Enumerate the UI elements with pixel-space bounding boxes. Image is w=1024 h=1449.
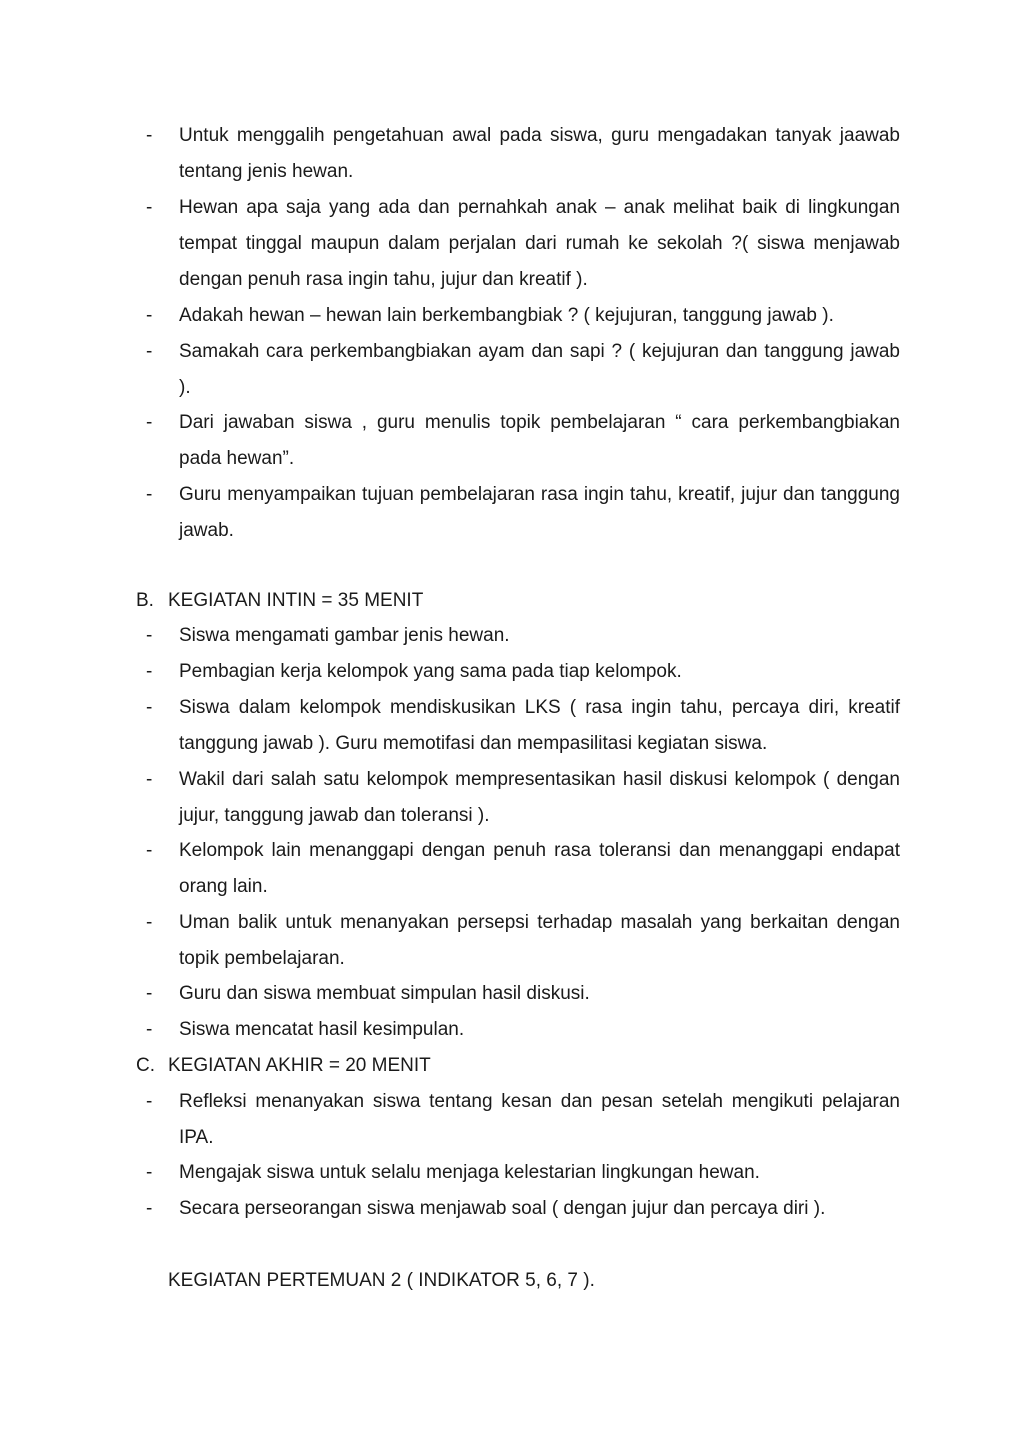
section-letter: C.	[136, 1055, 155, 1076]
list-item-text: Kelompok lain menanggapi dengan penuh rasa toleransi dan menanggapi endapat orang lain.	[179, 840, 900, 897]
list-item-text: Samakah cara perkembangbiakan ayam dan sapi ? ( kejujuran dan tanggung jawab ).	[179, 341, 900, 398]
bullet-dash: -	[146, 769, 153, 790]
list-item	[140, 654, 900, 690]
list-item-text: Secara perseorangan siswa menjawab soal ( dengan jujur dan percaya diri ).	[179, 1198, 826, 1219]
list-item-text: Siswa mengamati gambar jenis hewan.	[179, 625, 510, 646]
list-item	[140, 1191, 900, 1227]
section-title: KEGIATAN INTIN = 35 MENIT	[168, 590, 424, 611]
bullet-dash: -	[146, 341, 153, 362]
list-item	[140, 690, 900, 762]
bullet-dash: -	[146, 305, 153, 326]
list-item-text: Pembagian kerja kelompok yang sama pada tiap kelompok.	[179, 661, 682, 682]
list-item-text: Mengajak siswa untuk selalu menjaga kelestarian lingkungan hewan.	[179, 1162, 760, 1183]
list-item	[140, 334, 900, 406]
list-item-text: Siswa mencatat hasil kesimpulan.	[179, 1019, 465, 1040]
bullet-dash: -	[146, 197, 153, 218]
section-letter: B.	[136, 590, 154, 611]
bullet-dash: -	[146, 1019, 153, 1040]
list-item-text: Siswa dalam kelompok mendiskusikan LKS ( rasa ingin tahu, percaya diri, kreatif tanggung jawab ). Guru memotifasi dan mempasilitasi kegiatan siswa.	[179, 697, 900, 754]
list-item	[140, 477, 900, 549]
bullet-dash: -	[146, 625, 153, 646]
bullet-dash: -	[146, 983, 153, 1004]
section-b-heading	[136, 583, 423, 619]
list-item	[140, 762, 900, 834]
list-item	[140, 190, 900, 298]
list-item	[140, 976, 900, 1012]
bullet-dash: -	[146, 412, 153, 433]
list-item	[140, 405, 900, 477]
list-item-text: Dari jawaban siswa , guru menulis topik pembelajaran “ cara perkembangbiakan pada hewan”.	[179, 412, 900, 469]
bullet-dash: -	[146, 912, 153, 933]
bullet-dash: -	[146, 1198, 153, 1219]
next-meeting-heading: KEGIATAN PERTEMUAN 2 ( INDIKATOR 5, 6, 7 ).	[168, 1270, 595, 1291]
list-item	[140, 905, 900, 977]
bullet-dash: -	[146, 484, 153, 505]
list-item-text: Guru dan siswa membuat simpulan hasil diskusi.	[179, 983, 590, 1004]
list-item-text: Refleksi menanyakan siswa tentang kesan dan pesan setelah mengikuti pelajaran IPA.	[179, 1091, 900, 1148]
list-item	[140, 1084, 900, 1156]
bullet-dash: -	[146, 1162, 153, 1183]
list-item	[140, 618, 900, 654]
list-item	[140, 833, 900, 905]
section-title: KEGIATAN AKHIR = 20 MENIT	[168, 1055, 431, 1076]
bullet-dash: -	[146, 125, 153, 146]
list-item	[140, 1155, 900, 1191]
list-item-text: Untuk menggalih pengetahuan awal pada siswa, guru mengadakan tanyak jaawab tentang jenis hewan.	[179, 125, 900, 182]
list-item-text: Hewan apa saja yang ada dan pernahkah anak – anak melihat baik di lingkungan tempat tinggal maupun dalam perjalan dari rumah ke sekolah ?( siswa menjawab dengan penuh rasa ingin tahu, jujur dan kreatif ).	[179, 197, 900, 290]
list-item	[140, 118, 900, 190]
list-item	[140, 298, 900, 334]
bullet-dash: -	[146, 840, 153, 861]
section-c-heading	[136, 1048, 431, 1084]
list-item-text: Adakah hewan – hewan lain berkembangbiak ? ( kejujuran, tanggung jawab ).	[179, 305, 834, 326]
bullet-dash: -	[146, 1091, 153, 1112]
list-item	[140, 1012, 900, 1048]
bullet-dash: -	[146, 697, 153, 718]
bullet-dash: -	[146, 661, 153, 682]
list-item-text: Wakil dari salah satu kelompok mempresentasikan hasil diskusi kelompok ( dengan jujur, tanggung jawab dan toleransi ).	[179, 769, 900, 826]
list-item-text: Guru menyampaikan tujuan pembelajaran rasa ingin tahu, kreatif, jujur dan tanggung jawab.	[179, 484, 900, 541]
list-item-text: Uman balik untuk menanyakan persepsi terhadap masalah yang berkaitan dengan topik pembelajaran.	[179, 912, 900, 969]
